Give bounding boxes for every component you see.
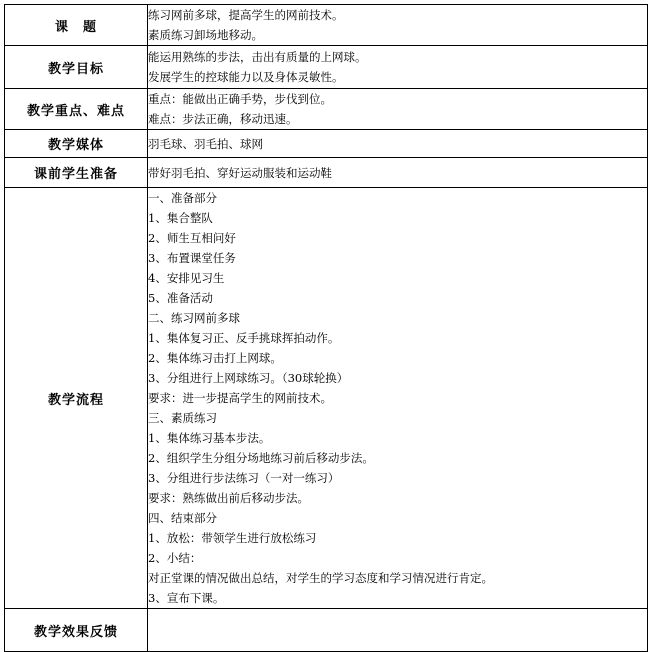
goals-label: 教学目标 [5,46,148,89]
media-row [5,130,648,158]
key-points-value [148,89,648,130]
topic-line-1: 练习网前多球，提高学生的网前技术。 [148,8,344,22]
process-line: 1、集体练习基本步法。 [148,431,271,445]
process-line: 对正堂课的情况做出总结，对学生的学习态度和学习情况进行肯定。 [148,571,493,585]
preparation-row [5,158,648,188]
topic-line-2: 素质练习卸场地移动。 [148,28,263,42]
process-line: 2、师生互相问好 [148,231,236,245]
media-label: 教学媒体 [5,130,148,158]
process-line: 1、放松：带领学生进行放松练习 [148,531,317,545]
preparation-label: 课前学生准备 [5,158,148,188]
goals-value [148,46,648,89]
feedback-value [148,609,648,652]
goals-row [5,46,648,89]
process-label: 教学流程 [5,188,148,609]
key-points-row [5,89,648,130]
process-value [148,188,648,609]
preparation-line: 带好羽毛拍、穿好运动服装和运动鞋 [148,165,332,180]
process-line: 一、准备部分 [148,191,217,205]
media-line: 羽毛球、羽毛拍、球网 [148,136,263,151]
goals-line-2: 发展学生的控球能力以及身体灵敏性。 [148,70,344,84]
process-line: 四、结束部分 [148,511,217,525]
process-line: 2、集体练习击打上网球。 [148,351,282,365]
process-line: 二、练习网前多球 [148,311,240,325]
topic-label: 课 题 [5,5,148,46]
topic-row [5,5,648,46]
feedback-row [5,609,648,652]
goals-line-1: 能运用熟练的步法，击出有质量的上网球。 [148,50,367,64]
process-line: 3、分组进行步法练习（一对一练习） [148,471,340,485]
process-line: 3、分组进行上网球练习。（30球轮换） [148,371,349,385]
process-line: 5、准备活动 [148,291,213,305]
lesson-plan-table [4,4,648,652]
process-line: 3、布置课堂任务 [148,251,236,265]
process-line: 1、集合整队 [148,211,213,225]
key-points-label: 教学重点、难点 [5,89,148,130]
process-line: 3、宣布下课。 [148,591,225,605]
process-line: 2、小结： [148,551,202,565]
process-line: 1、集体复习正、反手挑球挥拍动作。 [148,331,340,345]
process-row [5,188,648,609]
feedback-label: 教学效果反馈 [5,609,148,652]
key-point-line: 重点：能做出正确手势，步伐到位。 [148,92,332,106]
process-line: 2、组织学生分组分场地练习前后移动步法。 [148,451,374,465]
process-line: 三、素质练习 [148,411,217,425]
process-line: 4、安排见习生 [148,271,225,285]
process-line: 要求：熟练做出前后移动步法。 [148,491,309,505]
preparation-value [148,158,648,188]
process-line: 要求：进一步提高学生的网前技术。 [148,391,332,405]
media-value [148,130,648,158]
difficulty-line: 难点：步法正确，移动迅速。 [148,112,298,126]
topic-value [148,5,648,46]
